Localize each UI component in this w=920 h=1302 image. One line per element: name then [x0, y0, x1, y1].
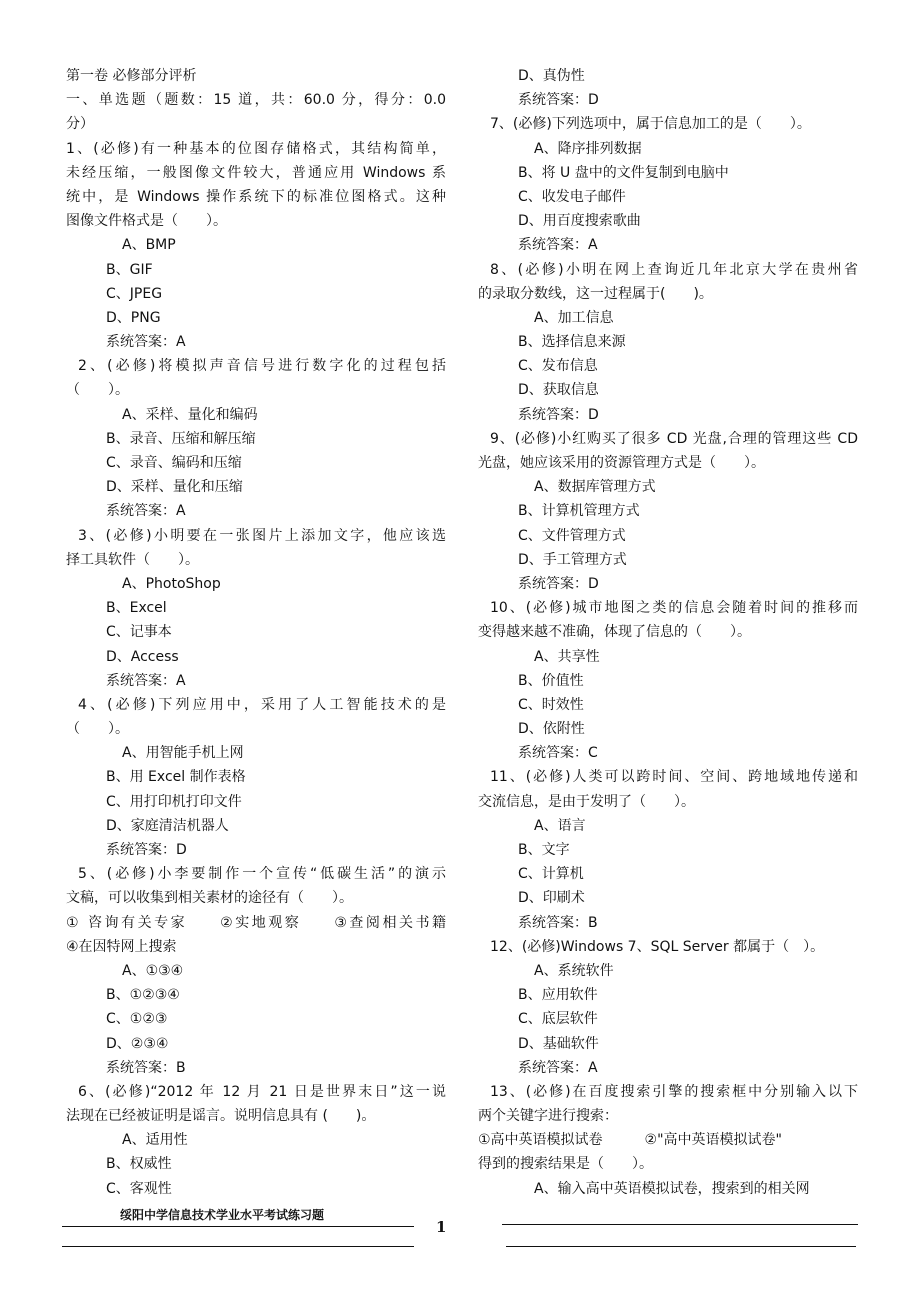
page-number: 1	[436, 1218, 447, 1236]
text-line: 系统答案：D	[518, 575, 599, 592]
text-line: （ ）。	[66, 382, 129, 399]
text-line: D、真伪性	[518, 68, 585, 84]
text-line: C、计算机	[518, 866, 584, 883]
text-line: 统中，是 Windows 操作系统下的标准位图格式。这种	[66, 188, 446, 205]
text-line: A、加工信息	[534, 309, 614, 326]
text-line: B、Excel	[106, 600, 167, 617]
text-line: 文稿，可以收集到相关素材的途径有（ ）。	[66, 890, 353, 907]
text-line: D、依附性	[518, 721, 585, 738]
text-line: A、输入高中英语模拟试卷，搜索到的相关网	[534, 1180, 810, 1197]
text-line: 系统答案：D	[518, 92, 599, 109]
text-line: C、底层软件	[518, 1011, 598, 1028]
text-line: 3、(必修)小明要在一张图片上添加文字，他应该选	[78, 527, 446, 544]
footer-rule-upper-left	[62, 1226, 414, 1227]
text-line: 9、(必修)小红购买了很多 CD 光盘,合理的管理这些 CD	[490, 430, 858, 447]
text-line: 择工具软件（ ）。	[66, 551, 199, 568]
text-line: 系统答案：B	[518, 914, 598, 931]
text-line: A、数据库管理方式	[534, 479, 656, 496]
text-line: D、基础软件	[518, 1035, 599, 1052]
text-line: A、适用性	[122, 1132, 188, 1149]
text-line: ④在因特网上搜索	[66, 938, 177, 955]
text-line: 系统答案：A	[106, 672, 186, 689]
text-line: 1、(必修)有一种基本的位图存储格式，其结构简单，	[66, 140, 446, 157]
text-line: 系统答案：D	[518, 406, 599, 423]
text-line: 系统答案：A	[518, 237, 598, 254]
text-line: C、客观性	[106, 1180, 172, 1197]
text-line: 图像文件格式是（ ）。	[66, 213, 227, 230]
text-line: D、②③④	[106, 1035, 169, 1052]
text-line: C、①②③	[106, 1011, 168, 1028]
left-column	[66, 64, 446, 1201]
text-line: A、系统软件	[534, 962, 614, 979]
text-line: B、①②③④	[106, 987, 180, 1004]
text-line: D、PNG	[106, 309, 161, 326]
text-line: A、共享性	[534, 648, 600, 665]
text-line: D、Access	[106, 648, 179, 665]
text-line: B、价值性	[518, 672, 584, 689]
text-line: 12、(必修)Windows 7、SQL Server 都属于（ ）。	[490, 938, 825, 955]
text-line: 变得越来越不准确，体现了信息的（ ）。	[478, 624, 751, 641]
text-line: 系统答案：A	[106, 334, 186, 351]
text-line: ① 咨询有关专家 ②实地观察 ③查阅相关书籍	[66, 914, 446, 931]
text-line: C、发布信息	[518, 358, 598, 375]
text-line: D、用百度搜索歌曲	[518, 213, 641, 230]
text-line: B、用 Excel 制作表格	[106, 769, 246, 786]
text-line: 10、(必修)城市地图之类的信息会随着时间的推移而	[490, 600, 858, 617]
text-line: 两个关键字进行搜索：	[478, 1108, 618, 1125]
text-line: B、将 U 盘中的文件复制到电脑中	[518, 164, 729, 181]
text-line: C、收发电子邮件	[518, 188, 626, 205]
text-line: 4、(必修)下列应用中，采用了人工智能技术的是	[78, 696, 446, 713]
text-line: 5、(必修)小李要制作一个宣传“低碳生活”的演示	[78, 866, 446, 883]
text-line: 13、(必修)在百度搜索引擎的搜索框中分别输入以下	[490, 1083, 858, 1100]
text-line: 11、(必修)人类可以跨时间、空间、跨地域地传递和	[490, 769, 858, 786]
footer-rule-lower-right	[506, 1246, 856, 1247]
text-line: 6、(必修)“2012 年 12 月 21 日是世界末日”这一说	[78, 1083, 446, 1100]
text-line: B、计算机管理方式	[518, 503, 640, 520]
text-line: 的录取分数线，这一过程属于( )。	[478, 285, 713, 302]
text-line: 法现在已经被证明是谣言。说明信息具有 ( )。	[66, 1108, 376, 1125]
text-line: 7、(必修)下列选项中，属于信息加工的是（ ）。	[490, 116, 811, 133]
text-line: A、①③④	[122, 962, 184, 979]
text-line: B、权威性	[106, 1156, 172, 1173]
text-line: B、GIF	[106, 261, 153, 278]
text-line: D、采样、量化和压缩	[106, 479, 243, 496]
text-line: D、获取信息	[518, 382, 599, 399]
text-line: C、录音、编码和压缩	[106, 455, 242, 471]
text-line: 得到的搜索结果是（ ）。	[478, 1156, 653, 1173]
text-line: ①高中英语模拟试卷 ②"高中英语模拟试卷"	[478, 1132, 782, 1149]
text-line: 8、(必修)小明在网上查询近几年北京大学在贵州省	[490, 261, 858, 278]
text-line: 分）	[66, 116, 94, 133]
footer-rule-upper-right	[502, 1224, 858, 1225]
text-line: C、记事本	[106, 624, 172, 641]
text-line: D、家庭清洁机器人	[106, 817, 229, 834]
text-line: D、印刷术	[518, 890, 585, 907]
text-line: B、文字	[518, 842, 570, 858]
text-line: B、录音、压缩和解压缩	[106, 430, 256, 447]
text-line: B、应用软件	[518, 987, 598, 1004]
text-line: C、时效性	[518, 696, 584, 713]
text-line: A、BMP	[122, 237, 176, 254]
text-line: 交流信息，是由于发明了（ ）。	[478, 793, 695, 810]
text-line: 系统答案：B	[106, 1059, 186, 1076]
text-line: 一、单选题（题数：15 道，共：60.0 分，得分：0.0	[66, 92, 446, 109]
text-line: 光盘，她应该采用的资源管理方式是（ ）。	[478, 455, 765, 471]
footer-title: 绥阳中学信息技术学业水平考试练习题	[120, 1208, 325, 1222]
text-line: 系统答案：A	[106, 503, 186, 520]
text-line: D、手工管理方式	[518, 551, 627, 568]
right-column	[478, 64, 858, 1201]
text-line: C、用打印机打印文件	[106, 793, 242, 810]
text-line: 2、(必修)将模拟声音信号进行数字化的过程包括	[78, 358, 446, 375]
text-line: 系统答案：A	[518, 1059, 598, 1076]
text-line: A、语言	[534, 817, 586, 834]
text-line: C、JPEG	[106, 285, 163, 302]
text-line: 系统答案：D	[106, 842, 187, 858]
text-line: 第一卷 必修部分评析	[66, 68, 197, 84]
text-line: A、降序排列数据	[534, 140, 642, 157]
text-line: 系统答案：C	[518, 745, 598, 762]
text-line: A、用智能手机上网	[122, 745, 244, 762]
text-line: A、PhotoShop	[122, 575, 221, 592]
footer-rule-lower-left	[62, 1246, 414, 1247]
text-line: C、文件管理方式	[518, 527, 626, 544]
text-line: 未经压缩，一般图像文件较大，普通应用 Windows 系	[66, 164, 446, 181]
text-line: （ ）。	[66, 721, 129, 738]
text-line: B、选择信息来源	[518, 334, 626, 351]
text-line: A、采样、量化和编码	[122, 406, 258, 423]
